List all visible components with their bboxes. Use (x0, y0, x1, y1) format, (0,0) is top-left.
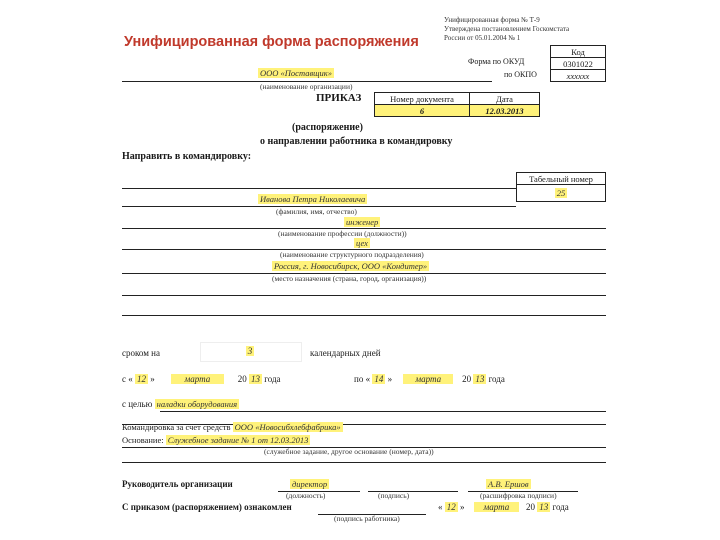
order-number-date-table (374, 92, 540, 117)
to-year: 13 (475, 374, 485, 384)
ack-quote-close: » (460, 502, 465, 512)
head-label: Руководитель организации (122, 479, 233, 489)
employee-name-caption: (фамилия, имя, отчество) (276, 207, 357, 216)
purpose-line (160, 411, 606, 412)
funding-label: Командировка за счет средств (122, 422, 231, 432)
kod-header: Код (551, 46, 606, 58)
legal-line-1: Унифицированная форма № Т-9 (444, 16, 540, 24)
okud-label: Форма по ОКУД (468, 57, 525, 66)
from-year-prefix: 20 (237, 374, 247, 384)
ack-day: 12 (446, 502, 456, 512)
head-name: А.В. Ершов (488, 479, 529, 489)
department-caption: (наименование структурного подразделения) (280, 250, 424, 259)
head-position-caption: (должность) (286, 491, 326, 500)
order-subtitle-2: о направлении работника в командировку (260, 136, 453, 147)
date-value: 12.03.2013 (470, 105, 540, 117)
from-prefix: с « (122, 374, 133, 384)
organization-name: ООО «Поставщик» (260, 68, 333, 78)
ack-label: С приказом (распоряжением) ознакомлен (122, 502, 292, 512)
order-form-page (108, 12, 614, 527)
doc-number-value: 6 (375, 105, 470, 117)
employee-position: инженер (346, 217, 379, 227)
head-signature-caption: (подпись) (378, 491, 410, 500)
basis-label: Основание: (122, 435, 164, 445)
blank-line-3 (122, 315, 606, 316)
form-title: Унифицированная форма распоряжения (124, 34, 419, 50)
to-year-label: года (488, 374, 505, 384)
position-caption: (наименование профессии (должности)) (278, 229, 407, 238)
basis-caption: (служебное задание, другое основание (номер, дата)) (264, 447, 434, 456)
funding-value: ООО «Новосибхлебфабрика» (234, 422, 341, 432)
ack-year-label: года (552, 502, 569, 512)
employee-signature-caption: (подпись работника) (334, 514, 400, 523)
to-year-prefix: 20 (462, 374, 472, 384)
legal-line-2: Утверждена постановлением Госкомстата (444, 25, 570, 33)
destination-caption: (место назначения (страна, город, организация)) (272, 274, 427, 283)
destination: Россия, г. Новосибирск, ООО «Кондитер» (274, 261, 428, 271)
okpo-value: хххххх (551, 70, 606, 82)
doc-number-header: Номер документа (375, 93, 470, 105)
organization-caption: (наименование организации) (260, 82, 353, 91)
legal-line-3: России от 05.01.2004 № 1 (444, 34, 521, 42)
term-label: сроком на (122, 348, 160, 358)
from-quote-close: » (150, 374, 155, 384)
purpose-value: наладки оборудования (156, 399, 238, 409)
head-position: директор (292, 479, 328, 489)
from-year: 13 (250, 374, 260, 384)
head-name-caption: (расшифровка подписи) (480, 491, 557, 500)
tab-number-table (516, 172, 606, 202)
to-prefix: по « (354, 374, 371, 384)
blank-line-2 (122, 295, 606, 296)
blank-line-1 (122, 188, 516, 189)
ack-year-prefix: 20 (525, 502, 535, 512)
okud-value: 0301022 (551, 58, 606, 70)
ack-year: 13 (539, 502, 549, 512)
date-header: Дата (470, 93, 540, 105)
employee-name: Иванова Петра Николаевича (260, 194, 366, 204)
days-label: календарных дней (310, 348, 381, 358)
ack-quote-open: « (438, 502, 443, 512)
tab-number-value: 25 (556, 188, 566, 198)
days-value: 3 (247, 346, 253, 356)
to-day: 14 (374, 374, 384, 384)
codes-table (550, 45, 606, 82)
order-subtitle-1: (распоряжение) (292, 122, 363, 133)
purpose-label: с целью (122, 399, 153, 409)
blank-line-5 (122, 462, 606, 463)
employee-department: цех (356, 238, 368, 248)
okpo-label: по ОКПО (504, 70, 537, 79)
from-year-label: года (264, 374, 281, 384)
basis-value: Служебное задание № 1 от 12.03.2013 (167, 435, 309, 445)
ack-month: марта (474, 502, 520, 512)
send-label: Направить в командировку: (122, 151, 252, 162)
from-month: марта (171, 374, 225, 384)
from-day: 12 (137, 374, 146, 384)
tab-number-header: Табельный номер (517, 173, 606, 185)
to-month: марта (403, 374, 453, 384)
prikaz-label: ПРИКАЗ (316, 92, 362, 104)
to-quote-close: » (387, 374, 393, 384)
